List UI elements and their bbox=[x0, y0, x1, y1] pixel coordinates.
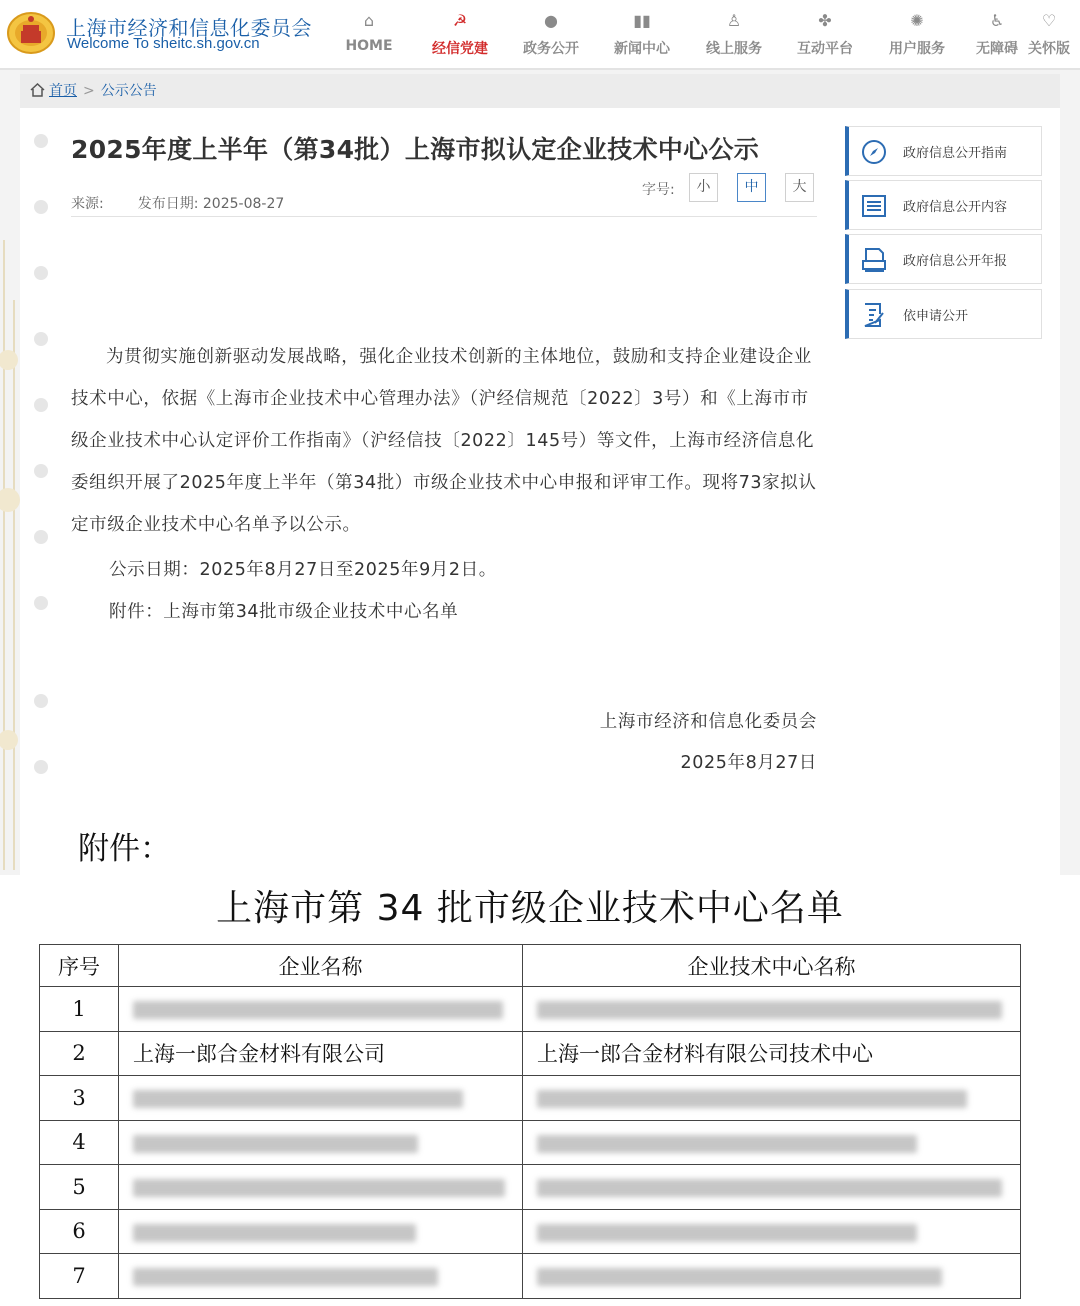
row-number: 3 bbox=[40, 1076, 119, 1121]
redacted-text bbox=[537, 1135, 917, 1153]
company-name-redacted bbox=[119, 1209, 523, 1254]
column-header: 企业技术中心名称 bbox=[523, 945, 1021, 987]
accessibility-icon: ♿ bbox=[989, 11, 1005, 30]
redacted-text bbox=[537, 1001, 1002, 1019]
timeline-dot bbox=[34, 530, 48, 544]
signature-date: 2025年8月27日 bbox=[680, 753, 817, 773]
redacted-text bbox=[133, 1224, 416, 1242]
timeline-dot bbox=[34, 332, 48, 346]
nav-gov-affairs[interactable] bbox=[506, 10, 596, 62]
timeline-dot bbox=[34, 398, 48, 412]
timeline-dot bbox=[34, 266, 48, 280]
interaction-icon: ✤ bbox=[818, 11, 832, 30]
sun-icon: ✺ bbox=[910, 11, 924, 30]
table-row bbox=[40, 1120, 1021, 1165]
timeline-dot bbox=[34, 134, 48, 148]
newspaper-icon: ▮▮ bbox=[633, 11, 651, 30]
sidebar-item-disclosure-guide[interactable] bbox=[845, 126, 1042, 176]
breadcrumb-current[interactable]: 公示公告 bbox=[100, 83, 157, 99]
font-size-label: 字号: bbox=[642, 182, 675, 198]
site-name[interactable]: 上海市经济和信息化委员会 bbox=[66, 16, 312, 40]
breadcrumb bbox=[20, 74, 1060, 108]
site-subtitle: Welcome To sheitc.sh.gov.cn bbox=[67, 35, 260, 52]
source-label: 来源: bbox=[71, 196, 104, 212]
row-number: 2 bbox=[40, 1031, 119, 1076]
company-name-redacted bbox=[119, 1254, 523, 1299]
company-name-redacted bbox=[119, 1120, 523, 1165]
redacted-text bbox=[537, 1090, 967, 1108]
government-emblem-logo[interactable] bbox=[6, 9, 56, 55]
table-row bbox=[40, 1254, 1021, 1299]
font-size-large-button[interactable]: 大 bbox=[785, 173, 814, 202]
row-number: 7 bbox=[40, 1254, 119, 1299]
nav-label: 新闻中心 bbox=[614, 41, 670, 57]
notice-date: 公示日期：2025年8月27日至2025年9月2日。 bbox=[109, 560, 497, 580]
nav-user-service[interactable] bbox=[872, 10, 962, 62]
article-meta bbox=[71, 193, 284, 213]
table-row bbox=[40, 1076, 1021, 1121]
sidebar-item-label: 依申请公开 bbox=[903, 309, 969, 324]
redacted-text bbox=[133, 1179, 505, 1197]
nav-label: 政务公开 bbox=[523, 41, 579, 57]
apply-form-icon bbox=[861, 302, 887, 328]
nav-label: 用户服务 bbox=[889, 41, 945, 57]
center-name-redacted bbox=[523, 1254, 1021, 1299]
font-size-medium-button[interactable]: 中 bbox=[737, 173, 766, 202]
company-name-redacted bbox=[119, 1076, 523, 1121]
sidebar-item-label: 政府信息公开年报 bbox=[903, 254, 1008, 269]
company-name-redacted bbox=[119, 987, 523, 1032]
nav-label: HOME bbox=[345, 38, 393, 54]
redacted-text bbox=[537, 1224, 917, 1242]
center-name: 上海一郎合金材料有限公司技术中心 bbox=[523, 1031, 1021, 1076]
timeline-dot bbox=[34, 694, 48, 708]
center-name-redacted bbox=[523, 1209, 1021, 1254]
font-size-small-button[interactable]: 小 bbox=[689, 173, 718, 202]
home-icon: ⌂ bbox=[363, 11, 375, 30]
party-emblem-icon: ☭ bbox=[452, 11, 468, 30]
column-header: 企业名称 bbox=[119, 945, 523, 987]
nav-label: 经信党建 bbox=[432, 41, 488, 57]
attachment-link[interactable]: 附件：上海市第34批市级企业技术中心名单 bbox=[109, 602, 459, 622]
publish-date: 2025-08-27 bbox=[202, 196, 285, 212]
table-row bbox=[40, 1165, 1021, 1210]
list-icon bbox=[861, 193, 887, 219]
breadcrumb-home-link[interactable]: 首页 bbox=[49, 83, 77, 99]
sidebar-item-apply-disclosure[interactable] bbox=[845, 289, 1042, 339]
redacted-text bbox=[537, 1179, 1002, 1197]
article-body-paragraph: 为贯彻实施创新驱动发展战略，强化企业技术创新的主体地位，鼓励和支持企业建设企业技术中心，依据《上海市企业技术中心管理办法》（沪经信规范〔2022〕3号）和《上海市市级企业技术中心认定评价工作指南》（沪经信技〔2022〕145号）等文件，上海市经济信息化委组织开展了2025年度上半年（第34批）市级企业技术中心申报和评审工作。现将73家拟认定市级企业技术中心名单予以公示。 bbox=[71, 347, 817, 535]
row-number: 4 bbox=[40, 1120, 119, 1165]
redacted-text bbox=[133, 1001, 503, 1019]
site-header bbox=[0, 0, 1080, 70]
center-name-redacted bbox=[523, 1120, 1021, 1165]
company-name-redacted bbox=[119, 1165, 523, 1210]
sidebar-item-label: 政府信息公开内容 bbox=[903, 200, 1008, 215]
sidebar-item-annual-report[interactable] bbox=[845, 234, 1042, 284]
breadcrumb-separator: > bbox=[83, 83, 95, 99]
nav-care-version[interactable] bbox=[1022, 10, 1076, 62]
timeline-dot bbox=[34, 760, 48, 774]
nav-party-building[interactable] bbox=[415, 10, 505, 62]
report-icon bbox=[861, 247, 887, 273]
heart-icon: ♡ bbox=[1041, 11, 1057, 30]
attachment-title: 上海市第 34 批市级企业技术中心名单 bbox=[216, 888, 844, 929]
center-name-redacted bbox=[523, 987, 1021, 1032]
home-icon bbox=[30, 83, 45, 97]
signature-org: 上海市经济和信息化委员会 bbox=[599, 712, 817, 732]
company-name: 上海一郎合金材料有限公司 bbox=[119, 1031, 523, 1076]
nav-news-center[interactable] bbox=[597, 10, 687, 62]
redacted-text bbox=[133, 1090, 463, 1108]
nav-label: 互动平台 bbox=[797, 41, 853, 57]
timeline-dot bbox=[34, 464, 48, 478]
sidebar-item-label: 政府信息公开指南 bbox=[903, 146, 1008, 161]
table-row bbox=[40, 1031, 1021, 1076]
attachment-heading: 附件： bbox=[78, 831, 171, 867]
row-number: 5 bbox=[40, 1165, 119, 1210]
center-name-redacted bbox=[523, 1076, 1021, 1121]
table-row bbox=[40, 987, 1021, 1032]
redacted-text bbox=[133, 1268, 438, 1286]
compass-icon bbox=[861, 139, 887, 165]
nav-label: 线上服务 bbox=[706, 41, 762, 57]
article-title: 2025年度上半年（第34批）上海市拟认定企业技术中心公示 bbox=[71, 135, 760, 164]
nav-interaction[interactable] bbox=[780, 10, 870, 62]
table-row bbox=[40, 1209, 1021, 1254]
sidebar-item-disclosure-content[interactable] bbox=[845, 180, 1042, 230]
nav-online-service[interactable] bbox=[689, 10, 779, 62]
nav-accessibility[interactable] bbox=[972, 10, 1022, 62]
nav-label: 关怀版 bbox=[1028, 41, 1070, 57]
pearl-tower-illustration bbox=[0, 240, 20, 870]
user-service-icon: ♙ bbox=[726, 11, 742, 30]
row-number: 1 bbox=[40, 987, 119, 1032]
redacted-text bbox=[537, 1268, 942, 1286]
row-number: 6 bbox=[40, 1209, 119, 1254]
nav-label: 无障碍 bbox=[976, 41, 1018, 57]
center-name-redacted bbox=[523, 1165, 1021, 1210]
publish-date-label: 发布日期: bbox=[137, 196, 199, 212]
table-header-row bbox=[40, 945, 1021, 987]
timeline-dot bbox=[34, 200, 48, 214]
title-divider bbox=[71, 216, 817, 217]
redacted-text bbox=[133, 1135, 418, 1153]
column-header: 序号 bbox=[40, 945, 119, 987]
nav-home[interactable] bbox=[324, 10, 414, 62]
chat-bubble-icon: ● bbox=[544, 11, 558, 30]
enterprise-list-table bbox=[39, 944, 1021, 1299]
timeline-dot bbox=[34, 596, 48, 610]
